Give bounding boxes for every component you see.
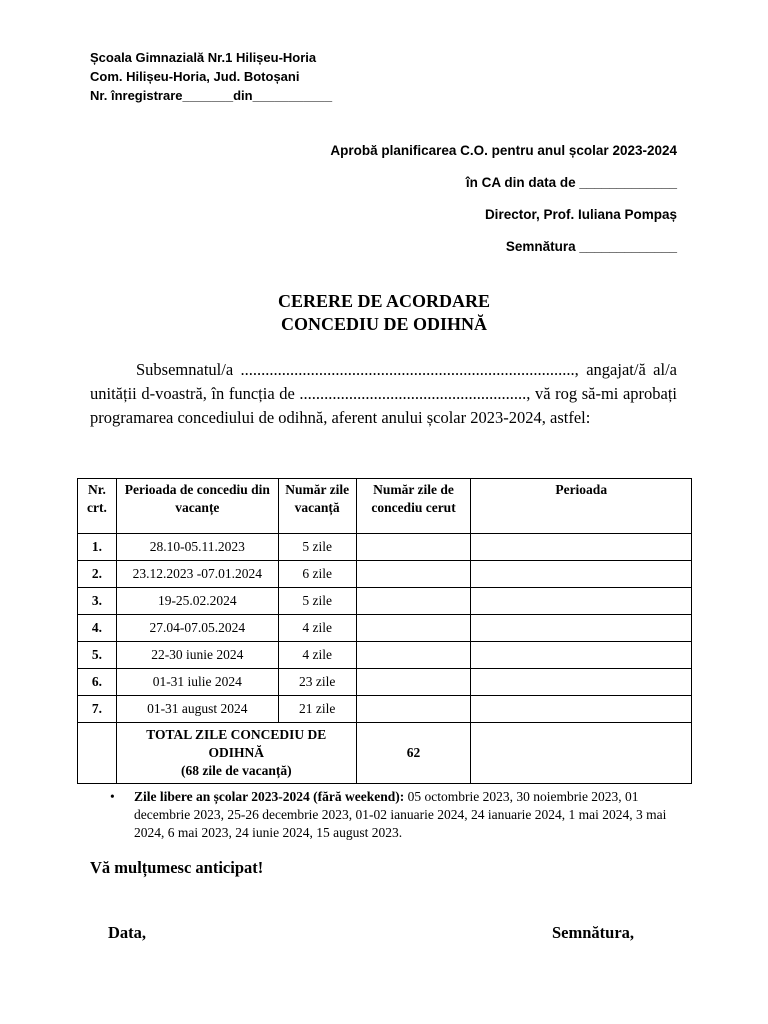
free-days-label: Zile libere an școlar 2023-2024 (fără weekend): — [134, 789, 405, 804]
row-vacation-period: 27.04-07.05.2024 — [116, 615, 278, 642]
row-number: 1. — [78, 534, 117, 561]
registration-number: Nr. înregistrare_______din___________ — [90, 88, 333, 103]
director-signature-line: Semnătura _____________ — [505, 239, 677, 254]
row-requested-days[interactable] — [356, 642, 471, 669]
row-vacation-days: 5 zile — [278, 588, 356, 615]
free-days-list: 05 octombrie 2023, 30 noiembrie 2023, 01 decembrie 2023, 25-26 decembrie 2023, 01-02 ianuarie 2024, 24 ianuarie 2024, 1 mai 2024, 3 mai 2024, 6 mai 2023, 24 iunie 2024, 15 august 2023. — [134, 789, 667, 840]
approval-line: Aprobă planificarea C.O. pentru anul școlar 2023-2024 — [330, 143, 677, 158]
total-label-line-2: ODIHNĂ — [208, 745, 265, 760]
table-row — [78, 561, 692, 588]
row-vacation-days: 6 zile — [278, 561, 356, 588]
row-vacation-days: 5 zile — [278, 534, 356, 561]
table-row — [78, 642, 692, 669]
total-label-line-1: TOTAL ZILE CONCEDIU DE — [146, 727, 327, 742]
thanks-line: Vă mulțumesc anticipat! — [90, 858, 264, 877]
row-number: 7. — [78, 696, 117, 723]
approval-date-line: în CA din data de _____________ — [465, 175, 677, 190]
row-vacation-period: 19-25.02.2024 — [116, 588, 278, 615]
title-line-1: CERERE DE ACORDARE — [277, 291, 491, 311]
row-number: 2. — [78, 561, 117, 588]
row-period[interactable] — [471, 534, 692, 561]
table-row — [78, 588, 692, 615]
row-requested-days[interactable] — [356, 588, 471, 615]
school-address: Com. Hilișeu-Horia, Jud. Botoșani — [90, 69, 300, 84]
row-period[interactable] — [471, 696, 692, 723]
title-line-2: CONCEDIU DE ODIHNĂ — [280, 314, 487, 334]
request-paragraph — [90, 358, 677, 430]
table-row — [78, 669, 692, 696]
table-total-row — [78, 723, 692, 784]
row-vacation-days: 4 zile — [278, 642, 356, 669]
school-name: Școala Gimnazială Nr.1 Hilișeu-Horia — [90, 50, 317, 65]
table-header-row — [78, 479, 692, 534]
request-text: Subsemnatul/a ................................................................................., angajat/ă al/a unității d-voastră, în funcția de ......................................................., vă rog să-mi aprobați programarea concediului de odihnă, aferent anului școlar 2023-2024, astfel: — [90, 360, 677, 427]
header-vacation-period: Perioada de concediu din vacanțe — [116, 479, 278, 534]
director-name: Director, Prof. Iuliana Pompaș — [484, 207, 677, 222]
signature-label: Semnătura, — [552, 923, 635, 942]
free-days-note — [112, 788, 682, 842]
row-vacation-period: 22-30 iunie 2024 — [116, 642, 278, 669]
free-days-text — [112, 788, 682, 842]
school-header — [90, 48, 332, 105]
total-empty-cell — [78, 723, 117, 784]
row-period[interactable] — [471, 669, 692, 696]
row-requested-days[interactable] — [356, 534, 471, 561]
row-number: 4. — [78, 615, 117, 642]
row-requested-days[interactable] — [356, 696, 471, 723]
leave-plan-table — [77, 478, 692, 784]
header-requested-days: Număr zile de concediu cerut — [356, 479, 471, 534]
total-period-cell[interactable] — [471, 723, 692, 784]
row-number: 3. — [78, 588, 117, 615]
row-period[interactable] — [471, 588, 692, 615]
row-number: 6. — [78, 669, 117, 696]
row-period[interactable] — [471, 561, 692, 588]
row-vacation-period: 01-31 iulie 2024 — [116, 669, 278, 696]
table-row — [78, 696, 692, 723]
row-period[interactable] — [471, 642, 692, 669]
approval-block — [330, 142, 677, 270]
total-label — [116, 723, 356, 784]
row-requested-days[interactable] — [356, 669, 471, 696]
row-vacation-period: 23.12.2023 -07.01.2024 — [116, 561, 278, 588]
row-period[interactable] — [471, 615, 692, 642]
row-requested-days[interactable] — [356, 561, 471, 588]
row-vacation-period: 01-31 august 2024 — [116, 696, 278, 723]
row-vacation-days: 21 zile — [278, 696, 356, 723]
total-label-line-3: (68 zile de vacanță) — [180, 763, 292, 778]
table-row — [78, 615, 692, 642]
total-value: 62 — [356, 723, 471, 784]
header-period: Perioada — [471, 479, 692, 534]
row-number: 5. — [78, 642, 117, 669]
row-vacation-days: 23 zile — [278, 669, 356, 696]
bullet-icon: • — [110, 789, 115, 804]
header-nr: Nr. crt. — [78, 479, 117, 534]
date-label: Data, — [108, 923, 147, 942]
row-vacation-period: 28.10-05.11.2023 — [116, 534, 278, 561]
header-vacation-days: Număr zile vacanță — [278, 479, 356, 534]
row-vacation-days: 4 zile — [278, 615, 356, 642]
row-requested-days[interactable] — [356, 615, 471, 642]
document-title — [0, 290, 768, 336]
table-row — [78, 534, 692, 561]
